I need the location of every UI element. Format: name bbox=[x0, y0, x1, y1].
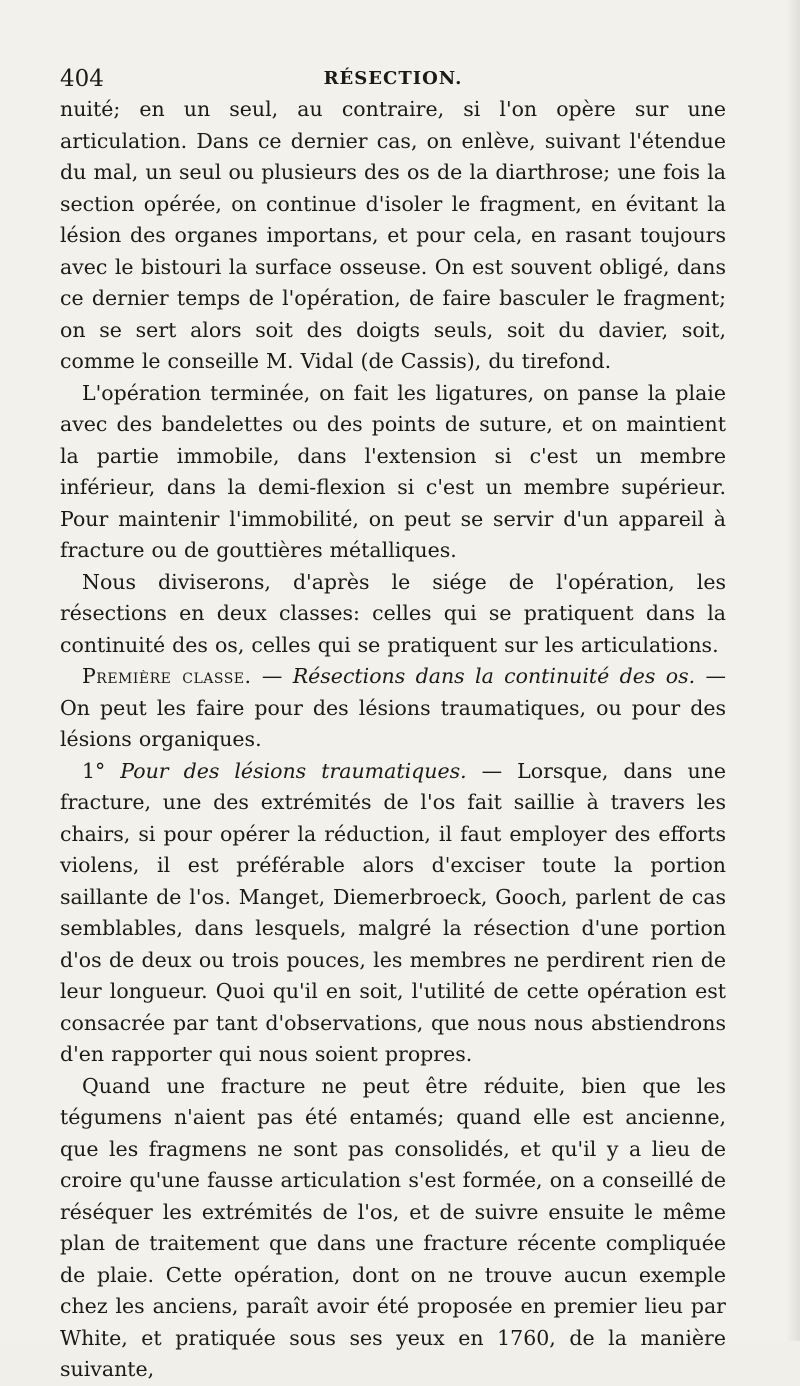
section-subtitle: Résections dans la continuité des os. bbox=[292, 664, 696, 688]
em-dash: — bbox=[466, 758, 518, 783]
item-number: 1° bbox=[82, 758, 106, 783]
section-heading: Première classe. bbox=[82, 664, 252, 688]
page-header bbox=[60, 64, 726, 98]
paragraph-text: L'opération terminée, on fait les ligatures, on panse la plaie avec des bandelettes ou des points de suture, et on maintient la partie immobile, dans l'extension si c'est un membre inférieur, dans la demi-flexion si c'est un membre supérieur. Pour maintenir l'immobilité, on peut se servir d'un appareil à fracture ou de gouttières métalliques. bbox=[60, 380, 726, 562]
page-number: 404 bbox=[60, 66, 104, 92]
em-dash: — bbox=[695, 664, 726, 688]
paragraph-text: On peut les faire pour des lésions traumatiques, ou pour des lésions organiques. bbox=[60, 695, 726, 751]
paragraph-classification bbox=[60, 567, 726, 662]
paragraph-first-class bbox=[60, 661, 726, 756]
paragraph-text: nuité; en un seul, au contraire, si l'on opère sur une articulation. Dans ce dernier cas, on enlève, suivant l'étendue du mal, un seul ou plusieurs des os de la diarthrose; une fois la section opérée, on continue d'isoler le fragment, en évitant la lésion des organes importans, et pour cela, en rasant toujours avec le bistouri la surface osseuse. On est souvent obligé, dans ce dernier temps de l'opération, de faire basculer le fragment; on se sert alors soit des doigts seuls, soit du davier, soit, comme le conseille M. Vidal (de Cassis), du tirefond. bbox=[60, 97, 726, 373]
em-dash: — bbox=[251, 664, 293, 688]
paragraph-unreduced-fracture bbox=[60, 1071, 726, 1386]
paragraph-continuation bbox=[60, 94, 726, 378]
paragraph-operation-end bbox=[60, 378, 726, 567]
running-head: RÉSECTION. bbox=[323, 68, 463, 89]
paragraph-text: Quand une fracture ne peut être réduite, bien que les tégumens n'aient pas été entamés; quand elle est ancienne, que les fragmens ne sont pas consolidés, et qu'il y a lieu de croire qu'une fausse articulation s'est formée, on a conseillé de réséquer les extrémités de l'os, et de suivre ensuite le même plan de traitement que dans une fracture récente compliquée de plaie. Cette opération, dont on ne trouve aucun exemple chez les anciens, paraît avoir été proposée en premier lieu par White, et pratiquée sous ses yeux en 1760, de la manière suivante, bbox=[60, 1073, 726, 1381]
paragraph-text: Lorsque, dans une fracture, une des extrémités de l'os fait saillie à travers les chairs, si pour opérer la réduction, il faut employer des efforts violens, il est préférable alors d'exciser toute la portion saillante de l'os. Manget, Diemerbroeck, Gooch, parlent de cas semblables, dans lesquels, malgré la résection d'une portion d'os de deux ou trois pouces, les membres ne perdirent rien de leur longueur. Quoi qu'il en soit, l'utilité de cette opération est consacrée par tant d'observations, que nous nous abstiendrons d'en rapporter qui nous soient propres. bbox=[60, 758, 726, 1066]
paragraph-traumatic-lesions bbox=[60, 756, 726, 1071]
page-body bbox=[60, 94, 726, 1386]
item-title: Pour des lésions traumatiques. bbox=[120, 758, 467, 783]
paragraph-text: Nous diviserons, d'après le siége de l'opération, les résections en deux classes: celles qui se pratiquent dans la continuité des os, celles qui se pratiquent sur les articulations. bbox=[60, 569, 726, 657]
